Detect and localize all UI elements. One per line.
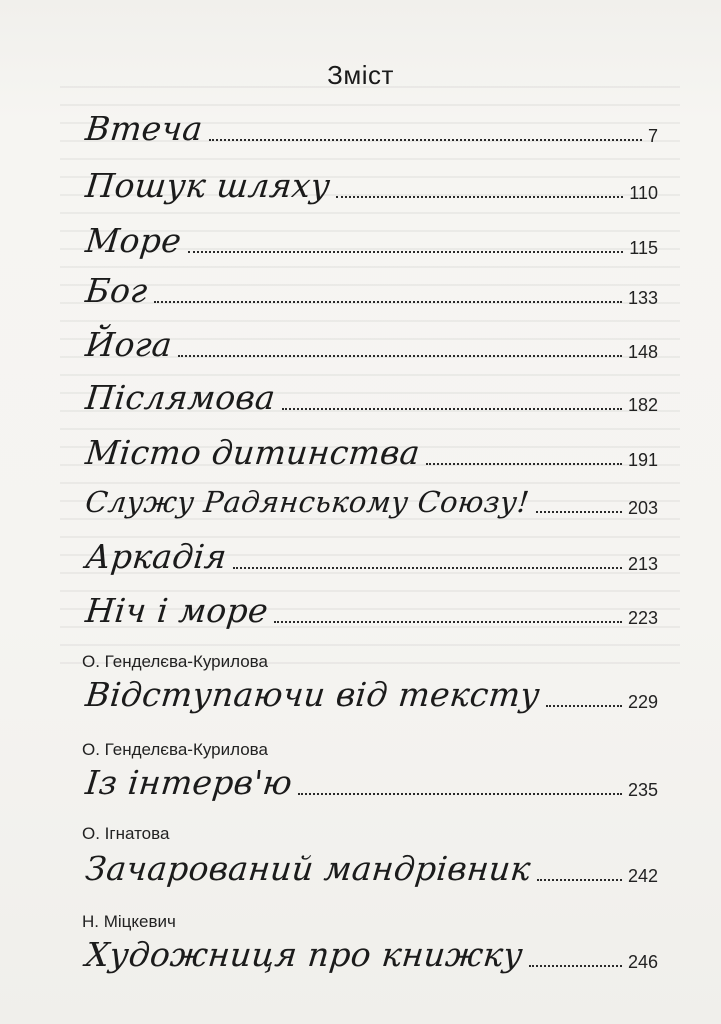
dot-leader: [546, 705, 622, 707]
toc-entry-title: Із інтерв'ю: [83, 763, 295, 802]
dot-leader: [537, 879, 622, 881]
toc-entry: [83, 849, 658, 888]
dot-leader: [282, 408, 622, 410]
toc-entry: [83, 221, 658, 260]
dot-leader: [298, 793, 622, 795]
toc-entry-page: 246: [627, 952, 658, 972]
dot-leader: [233, 567, 622, 569]
toc-entry-title: Місто дитинства: [83, 433, 422, 472]
dot-leader: [426, 463, 622, 465]
toc-entry-page: 191: [627, 450, 658, 470]
dot-leader: [188, 251, 624, 253]
toc-entry-author: Н. Міцкевич: [82, 912, 176, 931]
toc-entry-title: Аркадія: [83, 537, 229, 576]
toc-entry: [83, 433, 658, 472]
toc-entry-page: 7: [647, 126, 658, 146]
toc-entry: [83, 325, 658, 364]
dot-leader: [536, 511, 622, 513]
toc-entry: [83, 166, 658, 205]
toc-entry-page: 203: [627, 498, 658, 518]
dot-leader: [209, 139, 642, 141]
toc-entry-author: О. Генделєва-Курилова: [82, 652, 268, 671]
toc-entry: [83, 378, 658, 417]
toc-entry-page: 110: [629, 183, 658, 203]
toc-entry-title: Бог: [83, 271, 150, 310]
toc-entry: [83, 591, 658, 630]
dot-leader: [178, 355, 622, 357]
toc-entry-page: 115: [629, 238, 658, 258]
toc-entry-title: Ніч і море: [83, 591, 271, 630]
toc-entry: [83, 763, 658, 802]
page-title: Зміст: [327, 60, 394, 90]
toc-entry: [83, 935, 658, 974]
toc-entry-author: О. Ігнатова: [82, 824, 170, 843]
toc-entry-page: 235: [627, 780, 658, 800]
toc-entry: [83, 109, 658, 148]
toc-entry-title: Море: [83, 221, 184, 260]
toc-entry-title: Художниця про книжку: [83, 935, 525, 974]
dot-leader: [154, 301, 622, 303]
toc-entry-page: 229: [627, 692, 658, 712]
dot-leader: [274, 621, 622, 623]
bleed-through-texture: [60, 70, 680, 670]
toc-entry: [83, 675, 658, 714]
toc-entry-title: Пошук шляху: [83, 166, 333, 205]
toc-entry-title: Йога: [83, 325, 174, 364]
toc-entry-author: О. Генделєва-Курилова: [82, 740, 268, 759]
toc-entry: [83, 271, 658, 310]
toc-entry-page: 148: [627, 342, 658, 362]
toc-entry-page: 182: [627, 395, 658, 415]
dot-leader: [336, 196, 623, 198]
toc-entry-title: Втеча: [83, 109, 205, 148]
toc-entry-page: 213: [627, 554, 658, 574]
toc-entry-page: 242: [627, 866, 658, 886]
toc-entry-page: 223: [627, 608, 658, 628]
toc-entry-title: Зачарований мандрівник: [83, 849, 533, 888]
toc-entry: [83, 485, 658, 519]
toc-entry-title: Служу Радянському Союзу!: [83, 485, 531, 519]
toc-entry-page: 133: [627, 288, 658, 308]
toc-entry-title: Післямова: [83, 378, 278, 417]
dot-leader: [529, 965, 622, 967]
toc-entry-title: Відступаючи від тексту: [83, 675, 542, 714]
toc-entry: [83, 537, 658, 576]
